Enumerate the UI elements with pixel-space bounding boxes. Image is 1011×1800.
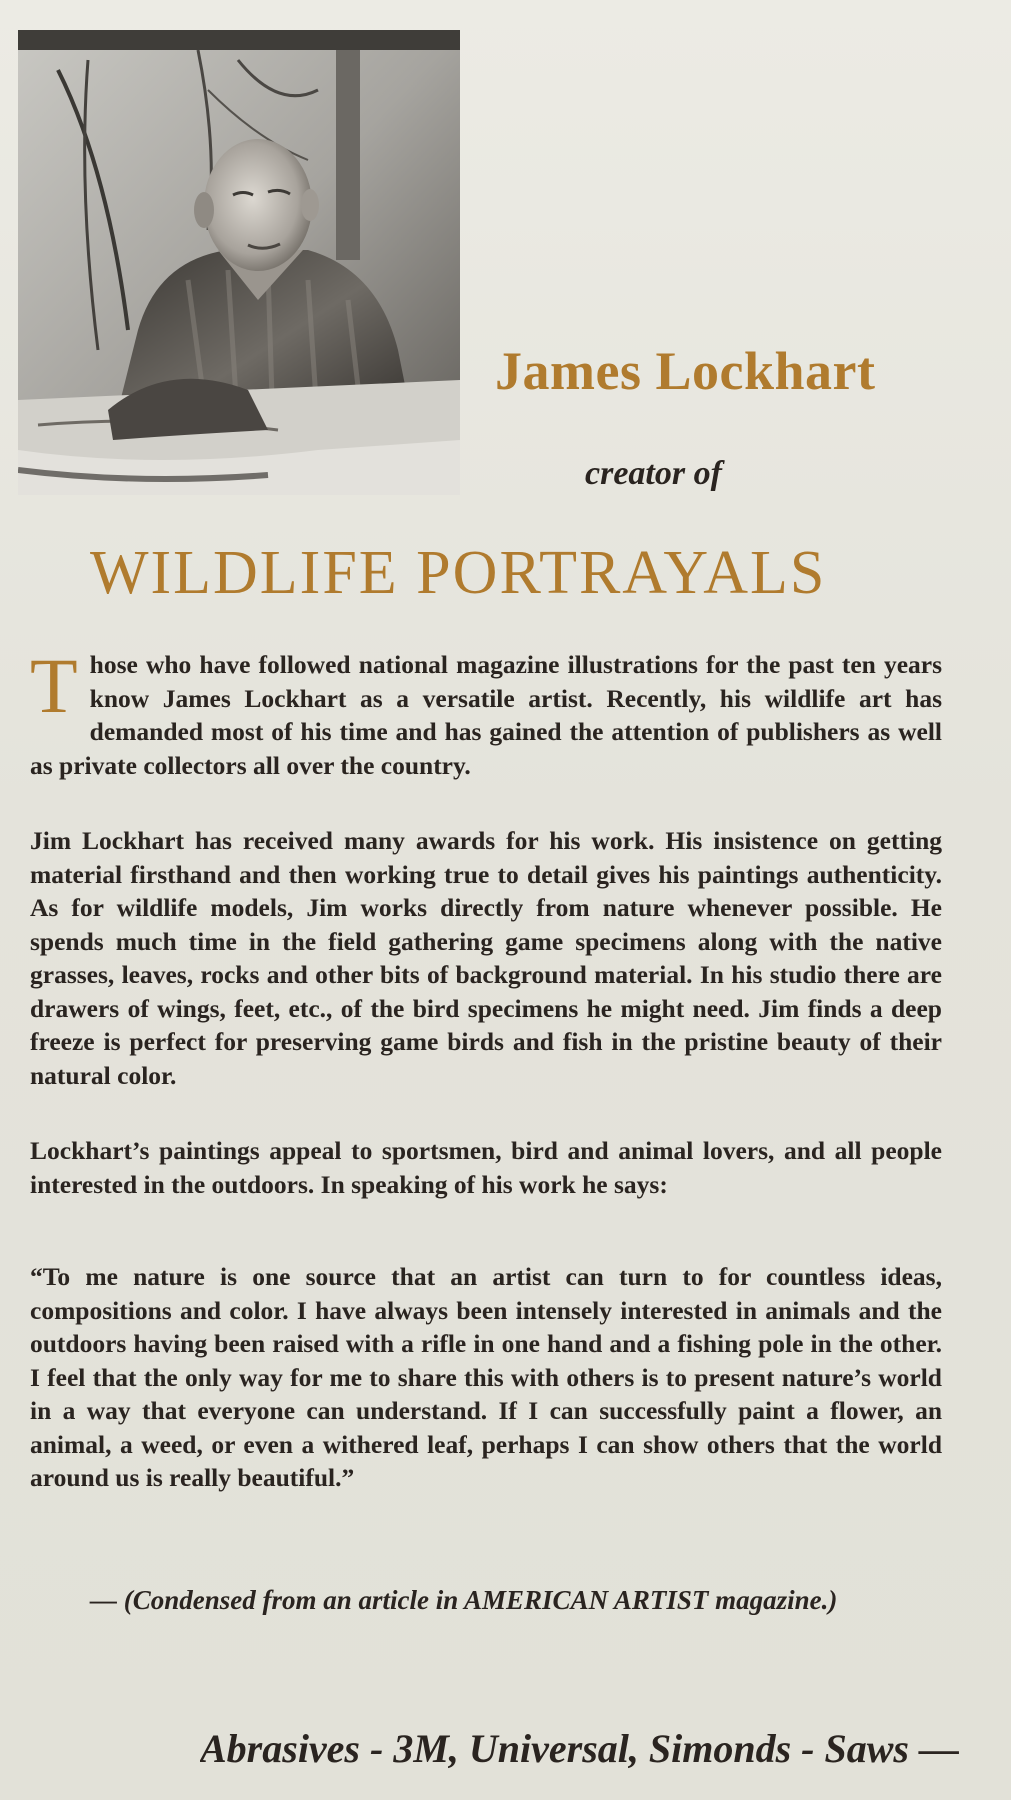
intro-paragraph-text: hose who have followed national magazine illustrations for the past ten years know James Lockhart as a versatile artist. Recently, his wildlife art has demanded most of his time and has gained the attention of publishers as well as private collectors all over the country. <box>30 650 942 780</box>
awards-paragraph: Jim Lockhart has received many awards for his work. His insistence on getting material firsthand and then working true to detail gives his paintings authenticity. As for wildlife models, Jim works directly from nature whenever possible. He spends much time in the field gathering game specimens along with the native grasses, leaves, rocks and other bits of background material. In his studio there are drawers of wings, feet, etc., of the bird specimens he might need. Jim finds a deep freeze is perfect for preserving game birds and fish in the pristine beauty of their natural color. <box>30 826 942 1090</box>
portrait-illustration <box>18 30 460 495</box>
drop-cap-letter: T <box>30 642 78 729</box>
intro-paragraph <box>30 642 942 782</box>
article-attribution: — (Condensed from an article in AMERICAN ARTIST magazine.) <box>90 1585 838 1615</box>
wildlife-portrayals-title: WILDLIFE PORTRAYALS <box>90 539 827 607</box>
appeal-paragraph: Lockhart’s paintings appeal to sportsmen, bird and animal lovers, and all people interested in the outdoors. In speaking of his work he says: <box>30 1136 942 1199</box>
artist-name-heading: James Lockhart <box>495 341 876 401</box>
artist-quote: “To me nature is one source that an artist can turn to for countless ideas, compositions and color. I have always been intensely interested in animals and the outdoors having been raised with a rifle in one hand and a fishing pole in the other. I feel that the only way for me to share this with others is to present nature’s world in a way that everyone can understand. If I can successfully paint a flower, an animal, a weed, or even a withered leaf, perhaps I can show others that the world around us is really beautiful.” <box>30 1262 942 1492</box>
creator-of-subheading: creator of <box>585 455 722 492</box>
artist-portrait-photo <box>18 30 460 495</box>
footer-advertisement: Abrasives - 3M, Universal, Simonds - Saws — <box>200 1726 959 1771</box>
